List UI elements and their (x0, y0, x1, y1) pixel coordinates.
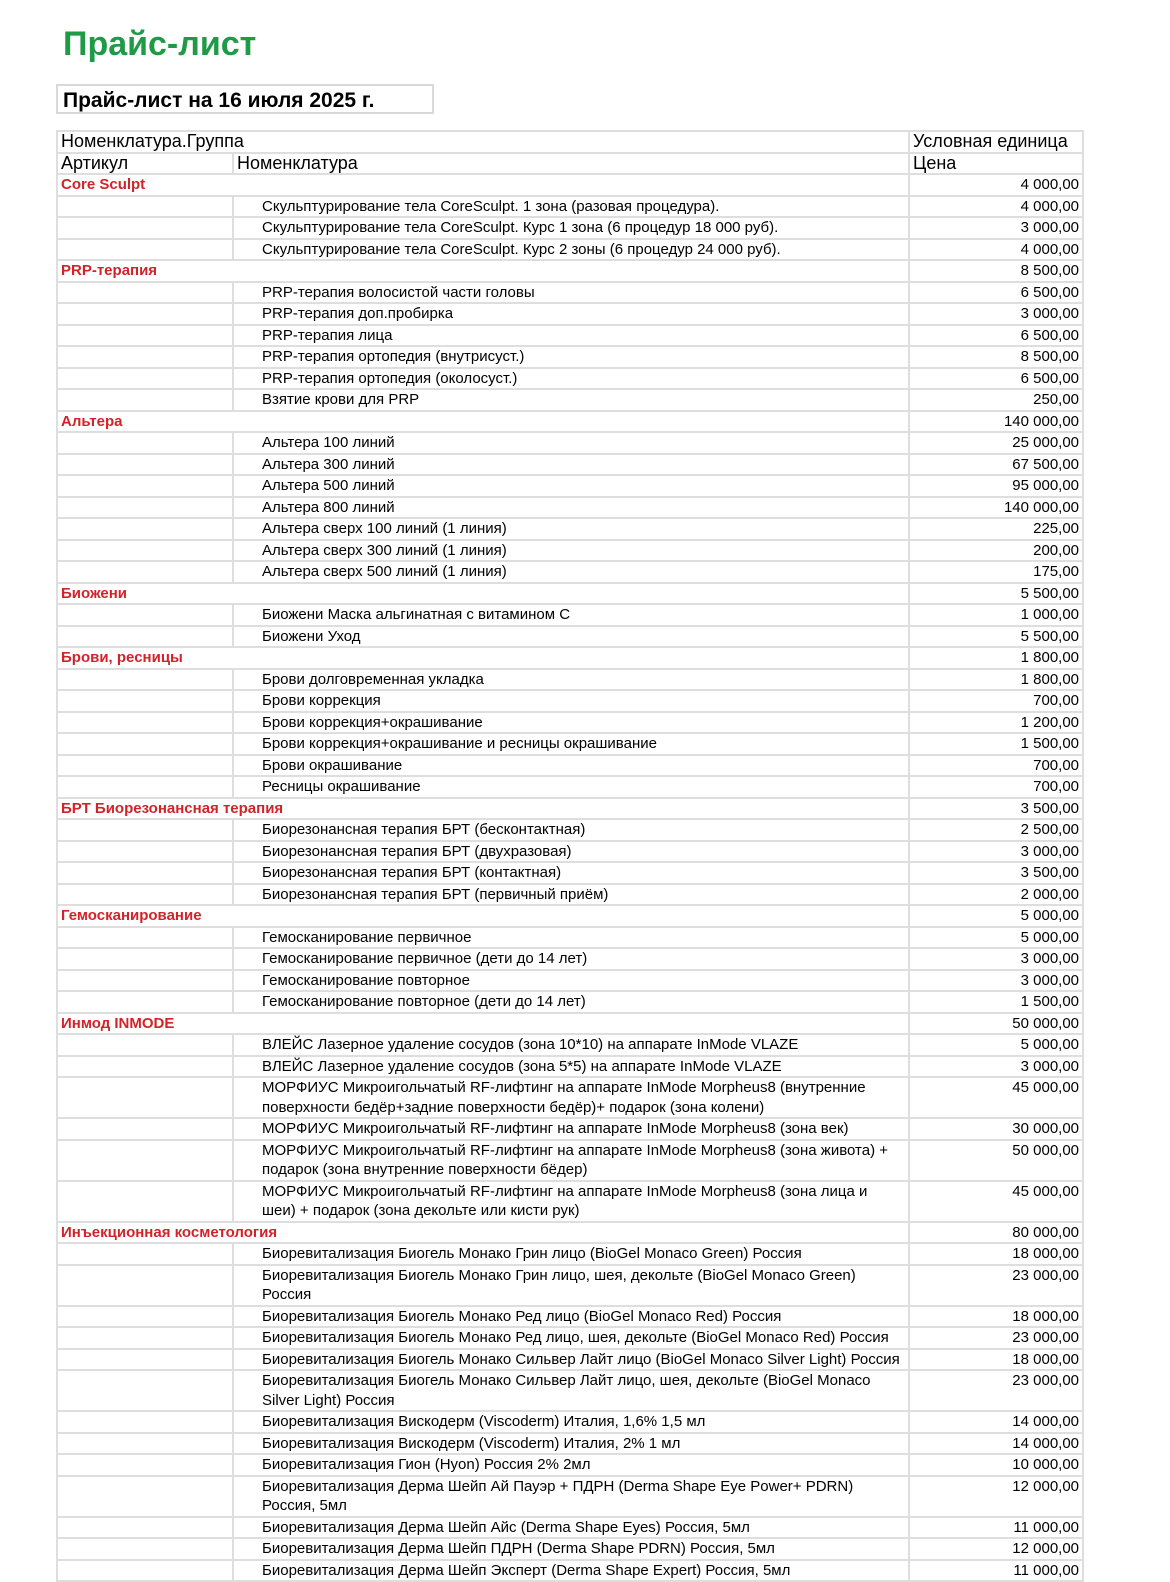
item-name: Гемосканирование первичное (дети до 14 лет) (233, 948, 909, 970)
article-cell (57, 282, 233, 304)
table-row (57, 690, 1083, 712)
item-name: Альтера 300 линий (233, 454, 909, 476)
item-price: 1 000,00 (909, 604, 1083, 626)
item-price: 225,00 (909, 518, 1083, 540)
group-row (57, 647, 1083, 669)
table-row (57, 1140, 1083, 1181)
group-price: 1 800,00 (909, 647, 1083, 669)
item-name: Взятие крови для PRP (233, 389, 909, 411)
item-name: Биоревитализация Биогель Монако Грин лицо (BioGel Monaco Green) Россия (233, 1243, 909, 1265)
item-price: 18 000,00 (909, 1349, 1083, 1371)
item-price: 700,00 (909, 776, 1083, 798)
article-cell (57, 1243, 233, 1265)
table-row (57, 626, 1083, 648)
article-cell (57, 475, 233, 497)
article-cell (57, 604, 233, 626)
group-name: Инъекционная косметология (57, 1222, 909, 1244)
group-name: БРТ Биорезонансная терапия (57, 798, 909, 820)
table-row (57, 1265, 1083, 1306)
table-row (57, 1454, 1083, 1476)
article-cell (57, 454, 233, 476)
article-cell (57, 884, 233, 906)
item-name: Биорезонансная терапия БРТ (первичный приём) (233, 884, 909, 906)
table-row (57, 518, 1083, 540)
table-row (57, 1243, 1083, 1265)
table-row (57, 712, 1083, 734)
item-name: Биоревитализация Дерма Шейп ПДРН (Derma Shape PDRN) Россия, 5мл (233, 1538, 909, 1560)
article-cell (57, 1411, 233, 1433)
table-row (57, 239, 1083, 261)
table-row (57, 540, 1083, 562)
article-cell (57, 518, 233, 540)
article-cell (57, 217, 233, 239)
article-cell (57, 1349, 233, 1371)
item-price: 5 000,00 (909, 1034, 1083, 1056)
item-name: МОРФИУС Микроигольчатый RF-лифтинг на аппарате InMode Morpheus8 (внутренние поверхности бедёр+задние поверхности бедёр)+ подарок (зона колени) (233, 1077, 909, 1118)
item-price: 11 000,00 (909, 1560, 1083, 1582)
table-row (57, 1327, 1083, 1349)
table-row (57, 862, 1083, 884)
item-price: 140 000,00 (909, 497, 1083, 519)
item-name: Биоревитализация Вискодерм (Viscoderm) Италия, 2% 1 мл (233, 1433, 909, 1455)
item-name: Альтера 500 линий (233, 475, 909, 497)
group-price: 50 000,00 (909, 1013, 1083, 1035)
item-price: 12 000,00 (909, 1538, 1083, 1560)
item-price: 10 000,00 (909, 1454, 1083, 1476)
article-cell (57, 1517, 233, 1539)
item-name: Альтера сверх 100 линий (1 линия) (233, 518, 909, 540)
item-price: 67 500,00 (909, 454, 1083, 476)
article-cell (57, 626, 233, 648)
group-price: 80 000,00 (909, 1222, 1083, 1244)
item-name: Скульптурирование тела CoreSculpt. Курс 2 зоны (6 процедур 24 000 руб). (233, 239, 909, 261)
header-article-label: Артикул (57, 153, 233, 175)
item-price: 1 200,00 (909, 712, 1083, 734)
article-cell (57, 1077, 233, 1118)
group-row (57, 411, 1083, 433)
item-price: 45 000,00 (909, 1077, 1083, 1118)
item-name: МОРФИУС Микроигольчатый RF-лифтинг на аппарате InMode Morpheus8 (зона живота) + подарок (зона внутренние поверхности бёдер) (233, 1140, 909, 1181)
item-name: Гемосканирование первичное (233, 927, 909, 949)
article-cell (57, 368, 233, 390)
item-price: 700,00 (909, 690, 1083, 712)
article-cell (57, 819, 233, 841)
item-name: Биоревитализация Биогель Монако Ред лицо (BioGel Monaco Red) Россия (233, 1306, 909, 1328)
item-name: Ресницы окрашивание (233, 776, 909, 798)
group-price: 5 500,00 (909, 583, 1083, 605)
table-row (57, 1433, 1083, 1455)
item-name: Биоревитализация Вискодерм (Viscoderm) Италия, 1,6% 1,5 мл (233, 1411, 909, 1433)
item-price: 14 000,00 (909, 1433, 1083, 1455)
item-name: ВЛЕЙС Лазерное удаление сосудов (зона 10*10) на аппарате InMode VLAZE (233, 1034, 909, 1056)
item-price: 23 000,00 (909, 1327, 1083, 1349)
article-cell (57, 970, 233, 992)
item-price: 2 000,00 (909, 884, 1083, 906)
article-cell (57, 862, 233, 884)
article-cell (57, 1034, 233, 1056)
article-cell (57, 1056, 233, 1078)
item-name: Биоревитализация Дерма Шейп Айс (Derma Shape Eyes) Россия, 5мл (233, 1517, 909, 1539)
table-row (57, 948, 1083, 970)
table-row (57, 1476, 1083, 1517)
article-cell (57, 991, 233, 1013)
article-cell (57, 1306, 233, 1328)
table-row (57, 1181, 1083, 1222)
item-price: 8 500,00 (909, 346, 1083, 368)
article-cell (57, 690, 233, 712)
item-price: 12 000,00 (909, 1476, 1083, 1517)
item-price: 1 500,00 (909, 991, 1083, 1013)
item-name: Биоревитализация Биогель Монако Грин лицо, шея, декольте (BioGel Monaco Green) Россия (233, 1265, 909, 1306)
item-name: Скульптурирование тела CoreSculpt. Курс 1 зона (6 процедур 18 000 руб). (233, 217, 909, 239)
group-name: Биожени (57, 583, 909, 605)
article-cell (57, 776, 233, 798)
item-name: Биоревитализация Биогель Монако Сильвер Лайт лицо, шея, декольте (BioGel Monaco Silver Light) Россия (233, 1370, 909, 1411)
table-row (57, 196, 1083, 218)
item-name: МОРФИУС Микроигольчатый RF-лифтинг на аппарате InMode Morpheus8 (зона век) (233, 1118, 909, 1140)
table-row (57, 1517, 1083, 1539)
header-nomenclature-label: Номенклатура (233, 153, 909, 175)
group-row (57, 583, 1083, 605)
price-list-date-title: Прайс-лист на 16 июля 2025 г. (56, 84, 434, 114)
table-row (57, 733, 1083, 755)
table-row (57, 991, 1083, 1013)
table-row (57, 1034, 1083, 1056)
table-row (57, 346, 1083, 368)
item-name: Гемосканирование повторное (233, 970, 909, 992)
item-price: 1 500,00 (909, 733, 1083, 755)
article-cell (57, 239, 233, 261)
article-cell (57, 1454, 233, 1476)
item-price: 3 000,00 (909, 303, 1083, 325)
article-cell (57, 1476, 233, 1517)
item-name: Биоревитализация Дерма Шейп Эксперт (Derma Shape Expert) Россия, 5мл (233, 1560, 909, 1582)
article-cell (57, 1327, 233, 1349)
table-row (57, 927, 1083, 949)
item-price: 45 000,00 (909, 1181, 1083, 1222)
group-row (57, 1013, 1083, 1035)
article-cell (57, 1118, 233, 1140)
table-row (57, 1538, 1083, 1560)
item-name: Биоревитализация Дерма Шейп Ай Пауэр + ПДРН (Derma Shape Eye Power+ PDRN) Россия, 5мл (233, 1476, 909, 1517)
article-cell (57, 432, 233, 454)
item-name: Брови коррекция (233, 690, 909, 712)
group-price: 3 500,00 (909, 798, 1083, 820)
item-price: 250,00 (909, 389, 1083, 411)
table-row (57, 1056, 1083, 1078)
article-cell (57, 712, 233, 734)
article-cell (57, 755, 233, 777)
article-cell (57, 325, 233, 347)
article-cell (57, 540, 233, 562)
item-price: 3 500,00 (909, 862, 1083, 884)
item-price: 2 500,00 (909, 819, 1083, 841)
table-row (57, 755, 1083, 777)
article-cell (57, 1140, 233, 1181)
table-row (57, 368, 1083, 390)
item-name: ВЛЕЙС Лазерное удаление сосудов (зона 5*5) на аппарате InMode VLAZE (233, 1056, 909, 1078)
item-name: PRP-терапия волосистой части головы (233, 282, 909, 304)
item-price: 3 000,00 (909, 841, 1083, 863)
header-row-group (57, 131, 1083, 153)
table-row (57, 1560, 1083, 1582)
item-name: Брови коррекция+окрашивание (233, 712, 909, 734)
article-cell (57, 1265, 233, 1306)
table-row (57, 776, 1083, 798)
header-group-label: Номенклатура.Группа (57, 131, 909, 153)
article-cell (57, 927, 233, 949)
item-name: PRP-терапия ортопедия (внутрисуст.) (233, 346, 909, 368)
item-name: Брови окрашивание (233, 755, 909, 777)
table-row (57, 970, 1083, 992)
article-cell (57, 841, 233, 863)
table-row (57, 884, 1083, 906)
item-name: Скульптурирование тела CoreSculpt. 1 зона (разовая процедура). (233, 196, 909, 218)
item-price: 4 000,00 (909, 239, 1083, 261)
table-row (57, 1370, 1083, 1411)
group-name: Core Sculpt (57, 174, 909, 196)
item-price: 3 000,00 (909, 1056, 1083, 1078)
table-row (57, 303, 1083, 325)
article-cell (57, 733, 233, 755)
item-name: PRP-терапия лица (233, 325, 909, 347)
table-row (57, 497, 1083, 519)
item-name: Биорезонансная терапия БРТ (контактная) (233, 862, 909, 884)
article-cell (57, 196, 233, 218)
article-cell (57, 1560, 233, 1582)
group-row (57, 1222, 1083, 1244)
header-unit-label: Условная единица (909, 131, 1083, 153)
item-price: 14 000,00 (909, 1411, 1083, 1433)
group-name: Альтера (57, 411, 909, 433)
article-cell (57, 346, 233, 368)
table-row (57, 669, 1083, 691)
item-price: 3 000,00 (909, 948, 1083, 970)
item-name: Альтера сверх 300 линий (1 линия) (233, 540, 909, 562)
group-name: Инмод INMODE (57, 1013, 909, 1035)
item-name: Биоревитализация Биогель Монако Сильвер Лайт лицо (BioGel Monaco Silver Light) Россия (233, 1349, 909, 1371)
item-price: 50 000,00 (909, 1140, 1083, 1181)
group-name: Гемосканирование (57, 905, 909, 927)
group-name: Брови, ресницы (57, 647, 909, 669)
item-price: 95 000,00 (909, 475, 1083, 497)
article-cell (57, 561, 233, 583)
group-price: 5 000,00 (909, 905, 1083, 927)
item-price: 700,00 (909, 755, 1083, 777)
item-name: Гемосканирование повторное (дети до 14 лет) (233, 991, 909, 1013)
item-name: Биоревитализация Гион (Hyon) Россия 2% 2мл (233, 1454, 909, 1476)
table-row (57, 282, 1083, 304)
item-price: 1 800,00 (909, 669, 1083, 691)
item-price: 3 000,00 (909, 217, 1083, 239)
item-name: Биоревитализация Биогель Монако Ред лицо, шея, декольте (BioGel Monaco Red) Россия (233, 1327, 909, 1349)
item-price: 11 000,00 (909, 1517, 1083, 1539)
table-row (57, 389, 1083, 411)
item-price: 5 500,00 (909, 626, 1083, 648)
item-price: 6 500,00 (909, 325, 1083, 347)
item-price: 23 000,00 (909, 1370, 1083, 1411)
article-cell (57, 303, 233, 325)
item-price: 30 000,00 (909, 1118, 1083, 1140)
table-row (57, 1118, 1083, 1140)
table-row (57, 1349, 1083, 1371)
page-title: Прайс-лист (63, 25, 257, 63)
table-row (57, 454, 1083, 476)
group-price: 4 000,00 (909, 174, 1083, 196)
table-row (57, 841, 1083, 863)
table-row (57, 217, 1083, 239)
item-price: 18 000,00 (909, 1243, 1083, 1265)
item-name: Биорезонансная терапия БРТ (двухразовая) (233, 841, 909, 863)
item-name: PRP-терапия доп.пробирка (233, 303, 909, 325)
item-name: Альтера сверх 500 линий (1 линия) (233, 561, 909, 583)
article-cell (57, 1433, 233, 1455)
item-price: 6 500,00 (909, 282, 1083, 304)
group-price: 8 500,00 (909, 260, 1083, 282)
item-price: 3 000,00 (909, 970, 1083, 992)
item-name: МОРФИУС Микроигольчатый RF-лифтинг на аппарате InMode Morpheus8 (зона лица и шеи) + подарок (зона декольте или кисти рук) (233, 1181, 909, 1222)
header-price-label: Цена (909, 153, 1083, 175)
group-row (57, 798, 1083, 820)
header-row-columns (57, 153, 1083, 175)
item-name: Биожени Уход (233, 626, 909, 648)
item-price: 18 000,00 (909, 1306, 1083, 1328)
item-price: 175,00 (909, 561, 1083, 583)
item-name: Биорезонансная терапия БРТ (бесконтактная) (233, 819, 909, 841)
table-row (57, 1077, 1083, 1118)
item-name: PRP-терапия ортопедия (околосуст.) (233, 368, 909, 390)
group-name: PRP-терапия (57, 260, 909, 282)
article-cell (57, 1181, 233, 1222)
price-table (56, 130, 1084, 1582)
item-price: 25 000,00 (909, 432, 1083, 454)
table-row (57, 1411, 1083, 1433)
article-cell (57, 497, 233, 519)
table-row (57, 604, 1083, 626)
group-price: 140 000,00 (909, 411, 1083, 433)
table-row (57, 475, 1083, 497)
table-row (57, 432, 1083, 454)
article-cell (57, 669, 233, 691)
article-cell (57, 1538, 233, 1560)
item-name: Биожени Маска альгинатная с витамином С (233, 604, 909, 626)
table-row (57, 819, 1083, 841)
item-name: Альтера 100 линий (233, 432, 909, 454)
item-price: 200,00 (909, 540, 1083, 562)
item-price: 23 000,00 (909, 1265, 1083, 1306)
group-row (57, 905, 1083, 927)
item-name: Брови коррекция+окрашивание и ресницы окрашивание (233, 733, 909, 755)
item-price: 4 000,00 (909, 196, 1083, 218)
table-row (57, 561, 1083, 583)
table-row (57, 325, 1083, 347)
group-row (57, 174, 1083, 196)
table-row (57, 1306, 1083, 1328)
group-row (57, 260, 1083, 282)
item-name: Альтера 800 линий (233, 497, 909, 519)
article-cell (57, 389, 233, 411)
article-cell (57, 1370, 233, 1411)
article-cell (57, 948, 233, 970)
item-name: Брови долговременная укладка (233, 669, 909, 691)
item-price: 5 000,00 (909, 927, 1083, 949)
item-price: 6 500,00 (909, 368, 1083, 390)
